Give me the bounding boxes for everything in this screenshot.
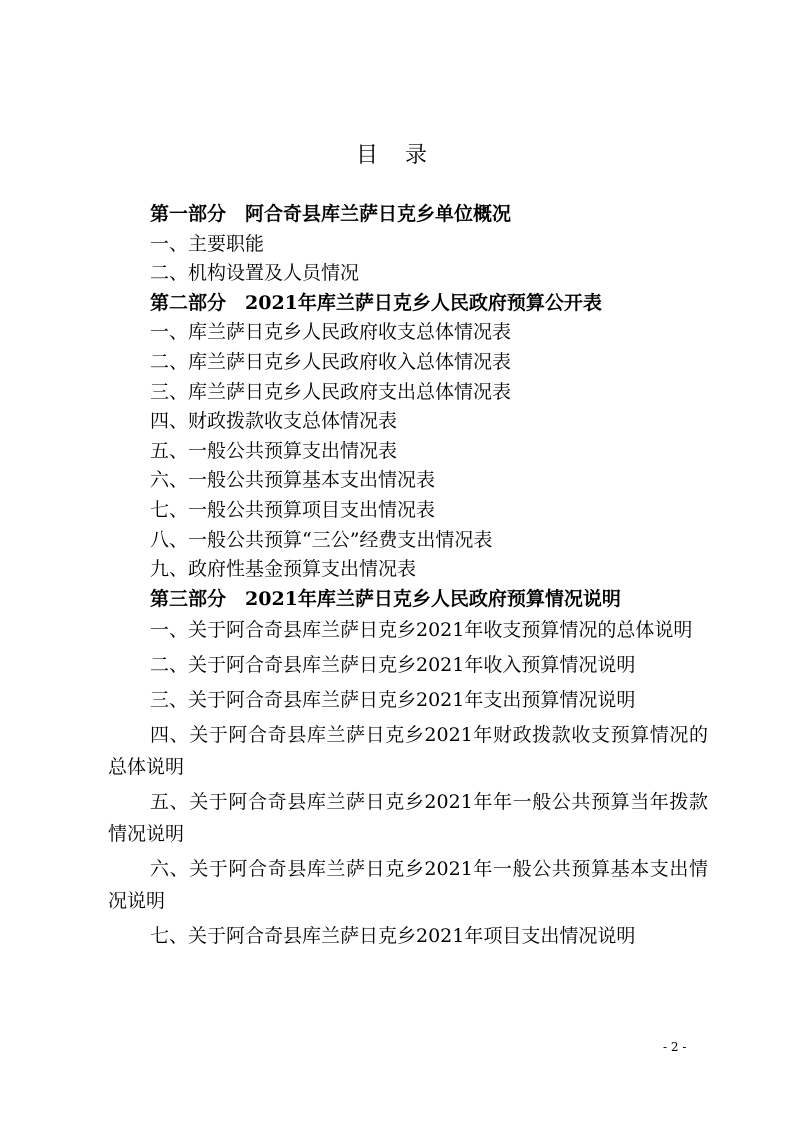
toc-entry: 五、一般公共预算支出情况表 [150,439,398,462]
toc-entry: 九、政府性基金预算支出情况表 [150,558,417,581]
table-of-contents [108,200,708,955]
toc-entry: 七、关于阿合奇县库兰萨日克乡2021年项目支出情况说明 [150,925,636,948]
toc-entry: 八、一般公共预算“三公”经费支出情况表 [150,528,493,551]
part3-heading: 第三部分 2021年库兰萨日克乡人民政府预算情况说明 [150,587,621,610]
toc-entry: 一、库兰萨日克乡人民政府收支总体情况表 [150,321,512,344]
toc-entry: 四、财政拨款收支总体情况表 [150,410,398,433]
toc-entry: 六、关于阿合奇县库兰萨日克乡2021年一般公共预算基本支出情况说明 [108,858,708,913]
part1-heading: 第一部分 阿合奇县库兰萨日克乡单位概况 [150,203,512,225]
toc-entry: 七、一般公共预算项目支出情况表 [150,498,436,521]
toc-entry: 六、一般公共预算基本支出情况表 [150,469,436,492]
toc-entry: 二、库兰萨日克乡人民政府收入总体情况表 [150,350,512,373]
toc-entry: 三、关于阿合奇县库兰萨日克乡2021年支出预算情况说明 [150,689,636,712]
toc-entry: 五、关于阿合奇县库兰萨日克乡2021年年一般公共预算当年拨款情况说明 [108,791,708,846]
toc-title: 目 录 [356,143,437,168]
part2-heading: 第二部分 2021年库兰萨日克乡人民政府预算公开表 [150,291,602,314]
toc-entry: 二、机构设置及人员情况 [150,262,360,285]
toc-entry: 二、关于阿合奇县库兰萨日克乡2021年收入预算情况说明 [150,654,636,677]
toc-entry: 三、库兰萨日克乡人民政府支出总体情况表 [150,380,512,403]
page-number: - 2 - [663,1040,687,1054]
toc-entry: 一、关于阿合奇县库兰萨日克乡2021年收支预算情况的总体说明 [150,619,693,642]
toc-entry: 一、主要职能 [150,232,265,255]
toc-entry: 四、关于阿合奇县库兰萨日克乡2021年财政拨款收支预算情况的总体说明 [108,724,708,779]
